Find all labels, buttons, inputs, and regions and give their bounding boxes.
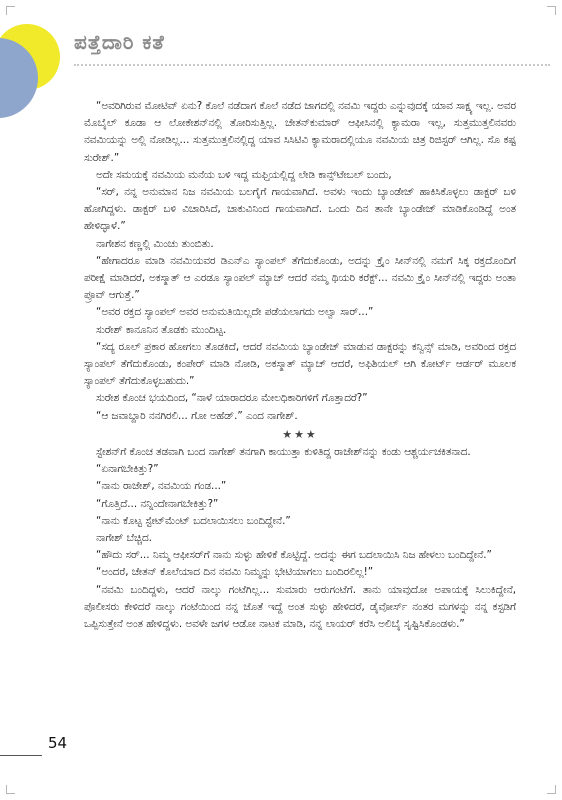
paragraph: “ನವಮಿ ಬಂದಿದ್ದಳು, ಆದರೆ ನಾಲ್ಕು ಗಂಟೆಗಿಲ್ಲ... ಸುಮಾರು ಆರುಗಂಟೆಗೆ. ತಾನು ಯಾವುದೋ ಅಪಾಯಕ್ಕೆ ಸಿಲುಕಿದ್ದೇನೆ, ಪೊಲೀಸರು ಕೇಳಿದರೆ ನಾಲ್ಕು ಗಂಟೆಯಿಂದ ನನ್ನ ಜೊತೆ ಇದ್ದೆ ಅಂತ ಸುಳ್ಳು ಹೇಳಿದರೆ, ಡೈವೋರ್ಸ್ ನಂತರ ಮಗಳನ್ನು ನನ್ನ ಕಸ್ಟಡಿಗೆ ಒಪ್ಪಿಸುತ್ತೇನೆ ಅಂತ ಹೇಳಿದ್ದಳು. ಅವಳೇ ಜಗಳ ಆಡೋ ನಾಟಕ ಮಾಡಿ, ನನ್ನ ಲಾಯರ್ ಕರೆಸಿ ಅಲಿಬೈ ಸೃಷ್ಟಿಸಿಕೊಂಡಳು.” bbox=[84, 583, 516, 631]
paragraph: “ಹೌದು ಸರ್... ನಿಮ್ಮ ಆಫೀಸರ್‌ಗೆ ನಾನು ಸುಳ್ಳು ಹೇಳಿಕೆ ಕೊಟ್ಟಿದ್ದೆ. ಅದನ್ನು ಈಗ ಬದಲಾಯಿಸಿ ನಿಜ ಹೇಳಲು ಬಂದಿದ್ದೇನೆ.” bbox=[96, 549, 492, 562]
paragraph: ನಾಗೇಶ್ ಬೆಚ್ಚಿದ. bbox=[96, 532, 152, 545]
story-text bbox=[84, 98, 516, 633]
paragraph: “ನಾನು ಕೊಟ್ಟ ಸ್ಟೇಟ್‌ಮೆಂಟ್ ಬದಲಾಯಿಸಲು ಬಂದಿದ್ದೇನೆ.” bbox=[96, 514, 291, 527]
paragraph: ಸ್ಟೇಶನ್‌ಗೆ ಕೊಂಚ ತಡವಾಗಿ ಬಂದ ನಾಗೇಶ್ ತನಗಾಗಿ ಕಾಯುತ್ತಾ ಕುಳಿತಿದ್ದ ರಾಜೇಶ್‌ನನ್ನು ಕಂಡು ಆಶ್ಚರ್ಯಚಕಿತನಾದ. bbox=[96, 446, 471, 459]
paragraph: “ಗೊತ್ತಿದೆ... ನನ್ನಿಂದೇನಾಗಬೇಕಿತ್ತು?” bbox=[96, 497, 219, 510]
page-number: 54 bbox=[48, 734, 68, 752]
paragraph: ಸುರೇಶ್ ಕಾನೂನಿನ ತೊಡಕು ಮುಂದಿಟ್ಟ. bbox=[96, 323, 227, 336]
crop-mark bbox=[6, 785, 15, 794]
paragraph: “ಅಂದರೆ, ಚೇತನ್ ಕೊಲೆಯಾದ ದಿನ ನವಮಿ ನಿಮ್ಮನ್ನು ಭೇಟಿಯಾಗಲು ಬಂದಿರಲಿಲ್ಲ!” bbox=[96, 566, 374, 579]
paragraph: ಅದೇ ಸಮಯಕ್ಕೆ ನವಮಿಯ ಮನೆಯ ಬಳಿ ಇದ್ದ ಮಫ್ತಿಯಲ್ಲಿದ್ದ ಲೇಡಿ ಕಾನ್ಸ್‌ಟೇಬಲ್ ಬಂದು, bbox=[96, 168, 392, 181]
paragraph: “ಸರ್, ನನ್ನ ಅನುಮಾನ ನಿಜ ನವಮಿಯ ಬಲಗೈಗೆ ಗಾಯವಾಗಿದೆ. ಅವಳು ಇಂದು ಬ್ಯಾಂಡೇಜ್ ಹಾಕಿಸಿಕೊಳ್ಳಲು ಡಾಕ್ಟರ್ ಬಳಿ ಹೋಗಿದ್ದಳು. ಡಾಕ್ಟರ್ ಬಳಿ ವಿಚಾರಿಸಿದೆ, ಚಾಕುವಿನಿಂದ ಗಾಯವಾಗಿದೆ. ಒಂದು ದಿನ ತಾನೇ ಬ್ಯಾಂಡೇಜ್ ಮಾಡಿಕೊಂಡಿದ್ದೆ ಅಂತ ಹೇಳಿದ್ಳಾಳೆ.” bbox=[84, 186, 516, 233]
paragraph: “ಸದ್ಯ ರೂಲ್ ಪ್ರಕಾರ ಹೋಗಲು ತೊಡಕಿದೆ, ಆದರೆ ನವಮಿಯ ಬ್ಯಾಂಡೇಜ್ ಮಾಡುವ ಡಾಕ್ಟರನ್ನು ಕನ್ವಿನ್ಸ್ ಮಾಡಿ, ಅವರಿಂದ ರಕ್ತದ ಸ್ಯಾಂಪಲ್ ತೆಗೆದುಕೊಂಡು, ಕಂಪೇರ್ ಮಾಡಿ ನೋಡಿ, ಅಕಸ್ಮಾತ್ ಮ್ಯಾಚ್ ಆದರೆ, ಅಫಿಶಿಯಲ್ ಆಗಿ ಕೋರ್ಟ್ ಆರ್ಡರ್ ಮೂಲಕ ಸ್ಯಾಂಪಲ್ ತೆಗೆದುಕೊಳ್ಳಬಹುದು.” bbox=[84, 340, 516, 388]
paragraph: “ಅವರ ರಕ್ತದ ಸ್ಯಾಂಪಲ್ ಅವರ ಅನುಮತಿಯಿಲ್ಲದೇ ಪಡೆಯಲಾಗದು ಅಲ್ವಾ ಸಾರ್...” bbox=[96, 306, 374, 319]
paragraph: “ಆ ಜವಾಬ್ದಾರಿ ನನಗಿರಲಿ... ಗೋ ಅಹೆಡ್.” ಎಂದ ನಾಗೇಶ್. bbox=[96, 409, 298, 422]
crop-mark bbox=[547, 785, 556, 794]
section-separator: ★★★ bbox=[282, 427, 318, 441]
footer-rule bbox=[0, 755, 42, 756]
paragraph: “ಏನಾಗಬೇಕಿತ್ತು?” bbox=[96, 463, 159, 476]
crop-mark bbox=[547, 6, 556, 15]
paragraph: “ಹೇಗಾದರೂ ಮಾಡಿ ನವಮಿಯವರ ಡಿಎನ್‌ಎ ಸ್ಯಾಂಪಲ್ ತೆಗೆದುಕೊಂಡು, ಅದನ್ನು ಕ್ರೈಂ ಸೀನ್‌ನಲ್ಲಿ ನಮಗೆ ಸಿಕ್ಕ ರಕ್ತದೊಂದಿಗೆ ಪರೀಕ್ಷೆ ಮಾಡಿದರೆ, ಅಕಸ್ಮಾತ್ ಆ ಎರಡೂ ಸ್ಯಾಂಪಲ್ ಮ್ಯಾಚ್ ಆದರೆ ನಮ್ಮ ಥಿಯರಿ ಕರೆಕ್ಟ್... ನವಮಿ ಕ್ರೈಂ ಸೀನ್‌ನಲ್ಲಿ ಇದ್ದರು ಅಂತಾ ಪ್ರೂವ್ ಆಗುತ್ತೆ.” bbox=[84, 254, 516, 302]
paragraph: “ನಾನು ರಾಜೇಶ್, ನವಮಿಯ ಗಂಡ...” bbox=[96, 480, 227, 493]
paragraph: ಸುರೇಶ ಕೊಂಚ ಭಯದಿಂದ, “ನಾಳೆ ಯಾರಾದರೂ ಮೇಲಧಿಕಾರಿಗಳಿಗೆ ಗೊತ್ತಾದರೆ?” bbox=[96, 392, 368, 405]
crop-mark bbox=[6, 6, 15, 15]
header-dotted-rule bbox=[74, 64, 550, 66]
paragraph: ನಾಗೇಶನ ಕಣ್ಣಲ್ಲಿ ಮಿಂಚು ತುಂಬಿತು. bbox=[96, 237, 214, 250]
running-header-title: ಪತ್ತೆದಾರಿ ಕತೆ bbox=[74, 30, 165, 54]
paragraph: “ಅವರಿಗಿರುವ ಮೋಟಿವ್ ಏನು? ಕೊಲೆ ನಡೆದಾಗ ಕೊಲೆ ನಡೆದ ಜಾಗದಲ್ಲಿ ನವಮಿ ಇದ್ದರು ಎನ್ನುವುದಕ್ಕೆ ಯಾವ ಸಾಕ್ಷ್ಯ ಇಲ್ಲ. ಅವರ ಮೊಬೈಲ್ ಕೂಡಾ ಆ ಲೋಕೇಶನ್‌ನಲ್ಲಿ ತೋರಿಸುತ್ತಿಲ್ಲ. ಚೇತನ್‌ಕುಮಾರ್ ಆಫೀಸಿನಲ್ಲಿ ಕ್ಯಾಮರಾ ಇಲ್ಲ, ಸುತ್ತಮುತ್ತಲಿನವರು ನವಮಿಯನ್ನು ಅಲ್ಲಿ ನೋಡಿಲ್ಲ... ಸುತ್ತಮುತ್ತಲಿನಲ್ಲಿದ್ದ ಯಾವ ಸಿಸಿಟಿವಿ ಕ್ಯಾಮರಾದಲ್ಲಿಯೂ ನವಮಿಯ ಚಿತ್ರ ರಿಜಿಸ್ಟರ್ ಆಗಿಲ್ಲ. ಸೊ ಕಷ್ಟ ಸುರೇಶ್.” bbox=[84, 100, 516, 164]
